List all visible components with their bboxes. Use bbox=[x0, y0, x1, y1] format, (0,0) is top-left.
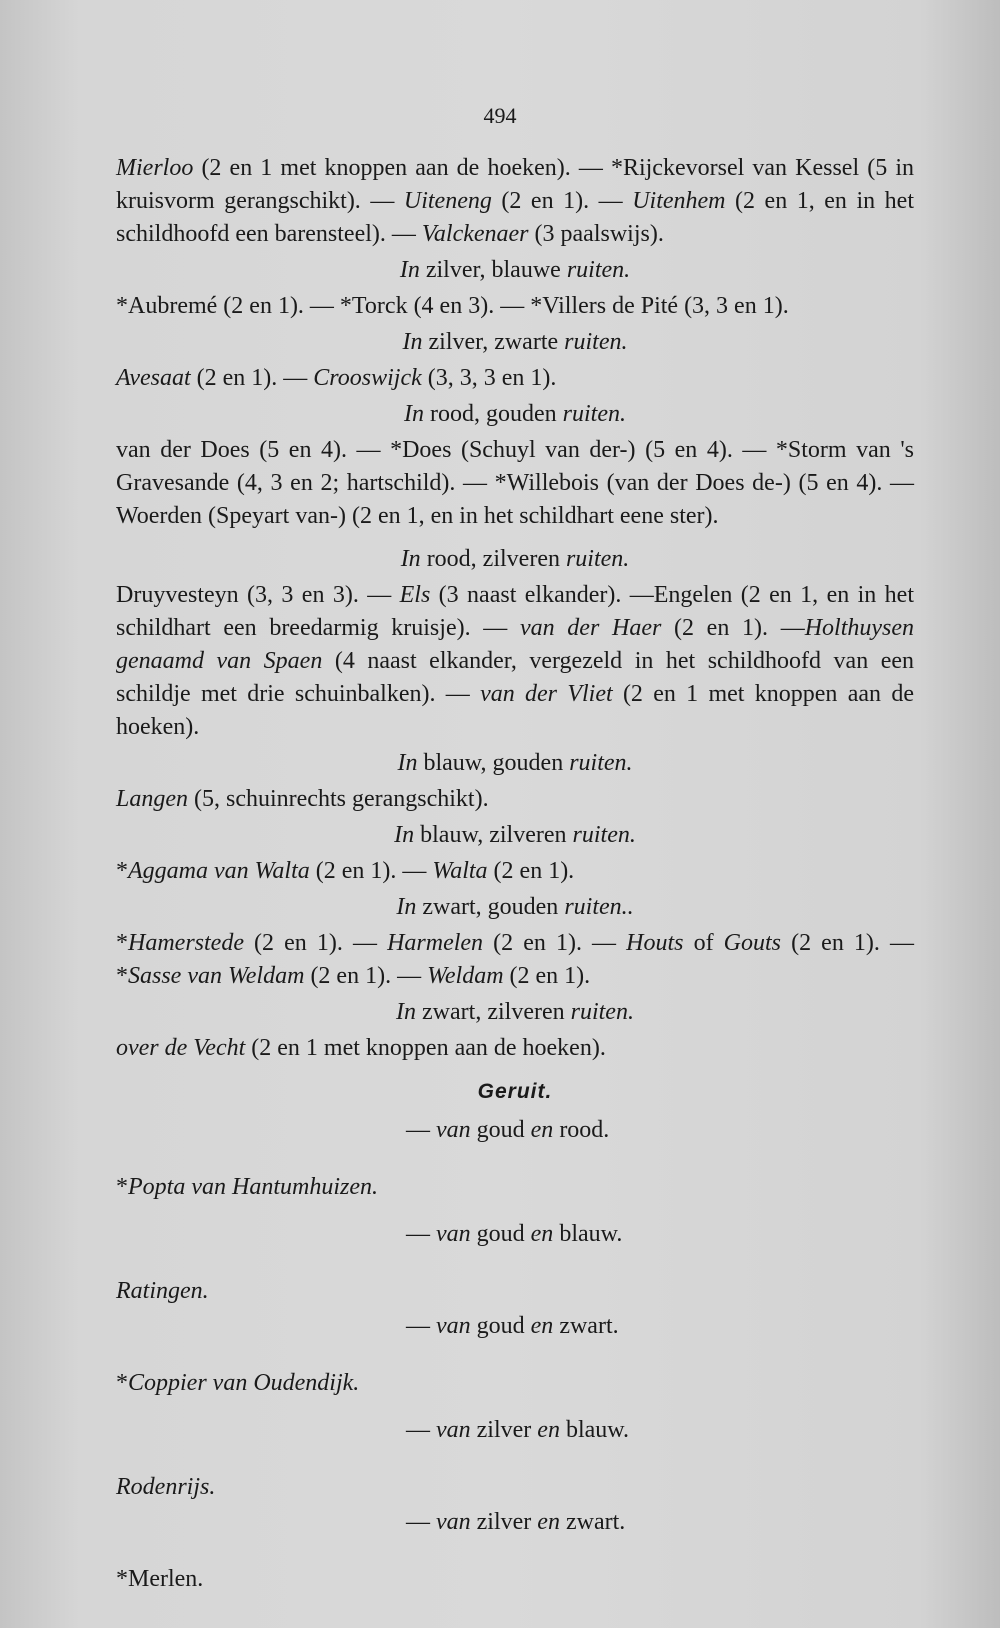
text-span: Druyvesteyn (3, 3 en 3). — bbox=[116, 582, 400, 608]
text-span: Gouts bbox=[723, 930, 781, 956]
entry-popta bbox=[116, 1171, 914, 1204]
text-span: (2 en 1, en in het schildhoofd een barensteel). — bbox=[116, 188, 914, 247]
text-span: van bbox=[436, 1313, 471, 1339]
subheading-goud-blauw bbox=[406, 1218, 914, 1251]
text-span: Valckenaer bbox=[421, 221, 529, 247]
text-span: goud bbox=[470, 1117, 531, 1143]
text-span: — bbox=[406, 1221, 436, 1247]
text-span: Weldam bbox=[427, 963, 504, 989]
text-span: zwart, zilveren bbox=[416, 999, 571, 1025]
text-span: (2 en 1 met knoppen aan de hoeken). bbox=[245, 1035, 606, 1061]
paragraph-aubreme: *Aubremé (2 en 1). — *Torck (4 en 3). — *Villers de Pité (3, 3 en 1). bbox=[116, 293, 789, 319]
text-span: zwart. bbox=[553, 1313, 619, 1339]
page-number: 494 bbox=[483, 103, 517, 128]
text-span: Uiteneng bbox=[403, 188, 492, 214]
text-span: of bbox=[683, 930, 724, 956]
text-span: blauw, gouden bbox=[417, 750, 570, 776]
text-span: (4 naast elkander, vergezeld in het schildhoofd van een schildje met drie schuinbalken). — bbox=[116, 648, 915, 707]
text-span: Uitenhem bbox=[632, 188, 726, 214]
text-span: (3 paalswijs). bbox=[528, 221, 664, 247]
text-span: van bbox=[436, 1117, 471, 1143]
text-span: In bbox=[404, 401, 424, 427]
text-span: Crooswijck bbox=[313, 365, 422, 391]
text-span: (2 en 1). bbox=[503, 963, 591, 989]
text-span: (2 en 1). — bbox=[190, 365, 314, 391]
text-span: zwart, gouden bbox=[416, 894, 565, 920]
text-span: (2 en 1). — * bbox=[116, 930, 914, 989]
text-span: ruiten.. bbox=[564, 894, 634, 920]
text-span: Walta bbox=[432, 858, 488, 884]
text-span: ruiten. bbox=[572, 822, 636, 848]
text-span: en bbox=[530, 1117, 554, 1143]
section-heading-rood-gouden bbox=[116, 398, 914, 431]
text-span: zilver bbox=[470, 1509, 538, 1535]
text-span: In bbox=[394, 822, 415, 848]
text-span: en bbox=[530, 1221, 554, 1247]
text-span: rood. bbox=[553, 1117, 610, 1143]
paragraph-over-de-vecht bbox=[116, 1032, 914, 1065]
paragraph-aggama bbox=[116, 855, 914, 888]
text-body bbox=[116, 152, 914, 1596]
text-span: Avesaat bbox=[116, 365, 191, 391]
paragraph-van-der-does: van der Does (5 en 4). — *Does (Schuyl van der-) (5 en 4). — *Storm van 's Gravesande (4, 3 en 2; hartschild). — *Willebois (van der Does de-) (5 en 4). — Woerden (Speyart van-) (2 en 1, en in het schildhart eene ster). bbox=[116, 437, 914, 529]
subheading-goud-rood bbox=[406, 1114, 914, 1147]
text-span: van der Haer bbox=[519, 615, 662, 641]
text-span: rood, gouden bbox=[424, 401, 563, 427]
text-span: Aggama van Walta bbox=[128, 858, 310, 884]
text-span: blauw. bbox=[553, 1221, 623, 1247]
text-span: van bbox=[436, 1221, 471, 1247]
entry-ratingen bbox=[116, 1275, 914, 1308]
text-span: (2 en 1). — bbox=[661, 615, 805, 641]
subheading-zilver-zwart bbox=[406, 1506, 914, 1539]
text-span: — bbox=[406, 1117, 436, 1143]
section-heading-geruit: Geruit. bbox=[477, 1080, 553, 1103]
text-span: (2 en 1). — bbox=[483, 930, 627, 956]
text-span: Els bbox=[399, 582, 431, 608]
text-span: * bbox=[116, 1174, 128, 1200]
text-span: zilver, blauwe bbox=[419, 257, 567, 283]
entry-merlen: *Merlen. bbox=[116, 1566, 204, 1592]
text-span: — bbox=[406, 1417, 436, 1443]
text-span: rood, zilveren bbox=[420, 546, 566, 572]
text-span: van bbox=[436, 1509, 471, 1535]
text-span: (2 en 1 met knoppen aan de hoeken). bbox=[116, 681, 914, 740]
text-span: over de Vecht bbox=[116, 1035, 246, 1061]
text-span: goud bbox=[470, 1221, 531, 1247]
paragraph-avesaat bbox=[116, 362, 914, 395]
text-span: zilver bbox=[470, 1417, 538, 1443]
text-span: Hamerstede bbox=[128, 930, 244, 956]
text-span: (3, 3, 3 en 1). bbox=[421, 365, 557, 391]
text-span: en bbox=[530, 1313, 554, 1339]
text-span: In bbox=[400, 546, 421, 572]
text-span: zilver, zwarte bbox=[422, 329, 565, 355]
text-span: goud bbox=[470, 1313, 531, 1339]
text-span: ruiten. bbox=[566, 257, 631, 283]
text-span: (2 en 1). — bbox=[243, 930, 388, 956]
subheading-goud-zwart bbox=[406, 1310, 914, 1343]
text-span: en bbox=[537, 1509, 560, 1535]
text-span: (2 en 1 met knoppen aan de hoeken). — *Rijckevorsel van Kessel (5 in kruisvorm gerangschikt). — bbox=[116, 155, 914, 214]
text-span: — bbox=[406, 1509, 436, 1535]
text-span: Coppier van Oudendijk. bbox=[128, 1370, 360, 1396]
section-heading-blauw-gouden bbox=[116, 747, 914, 780]
section-heading-rood-zilveren bbox=[116, 543, 914, 576]
text-span: Rodenrijs. bbox=[116, 1474, 216, 1500]
text-span: Langen bbox=[116, 786, 188, 812]
text-span: * bbox=[116, 930, 128, 956]
text-span: van der Vliet bbox=[480, 681, 613, 707]
text-span: In bbox=[397, 750, 418, 776]
text-span: zwart. bbox=[559, 1509, 626, 1535]
text-span: In bbox=[396, 894, 417, 920]
paragraph-mierloo bbox=[116, 152, 914, 251]
subheading-zilver-blauw bbox=[406, 1414, 914, 1447]
text-span: Houts bbox=[626, 930, 684, 956]
text-span: Holthuysen genaamd van Spaen bbox=[116, 615, 915, 674]
text-span: * bbox=[116, 858, 128, 884]
paragraph-langen bbox=[116, 783, 914, 816]
text-span: ruiten. bbox=[562, 401, 626, 427]
text-span: Mierloo bbox=[116, 155, 194, 181]
text-span: In bbox=[402, 329, 423, 355]
text-span: Ratingen. bbox=[116, 1278, 209, 1304]
entry-rodenrijs bbox=[116, 1471, 914, 1504]
text-span: In bbox=[396, 999, 417, 1025]
text-span: — bbox=[406, 1313, 436, 1339]
text-span: (5, schuinrechts gerangschikt). bbox=[188, 786, 489, 812]
text-span: (2 en 1). — bbox=[309, 858, 433, 884]
section-heading-blauw-zilveren bbox=[116, 819, 914, 852]
text-span: ruiten. bbox=[565, 546, 630, 572]
text-span: (2 en 1). — bbox=[491, 188, 633, 214]
text-span: (3 naast elkander). —Engelen (2 en 1, en in het schildhart een breedarmig kruisje). — bbox=[116, 582, 914, 641]
text-span: Sasse van Weldam bbox=[128, 963, 305, 989]
text-span: Harmelen bbox=[387, 930, 484, 956]
text-span: * bbox=[116, 1370, 128, 1396]
text-span: ruiten. bbox=[569, 750, 633, 776]
paragraph-druyvesteyn bbox=[116, 579, 914, 744]
section-heading-zwart-zilveren bbox=[116, 996, 914, 1029]
text-span: ruiten. bbox=[570, 999, 634, 1025]
text-span: en bbox=[537, 1417, 560, 1443]
text-span: van bbox=[436, 1417, 471, 1443]
section-heading-zilver-blauwe bbox=[116, 254, 914, 287]
text-span: (2 en 1). bbox=[487, 858, 575, 884]
section-heading-zilver-zwarte bbox=[116, 326, 914, 359]
text-span: blauw. bbox=[559, 1417, 630, 1443]
section-heading-zwart-gouden bbox=[116, 891, 914, 924]
text-span: In bbox=[399, 257, 420, 283]
entry-coppier bbox=[116, 1367, 914, 1400]
text-span: ruiten. bbox=[564, 329, 628, 355]
text-span: Popta van Hantumhuizen. bbox=[128, 1174, 378, 1200]
text-span: blauw, zilveren bbox=[414, 822, 573, 848]
text-span: (2 en 1). — bbox=[304, 963, 428, 989]
paragraph-hamerstede bbox=[116, 927, 914, 993]
